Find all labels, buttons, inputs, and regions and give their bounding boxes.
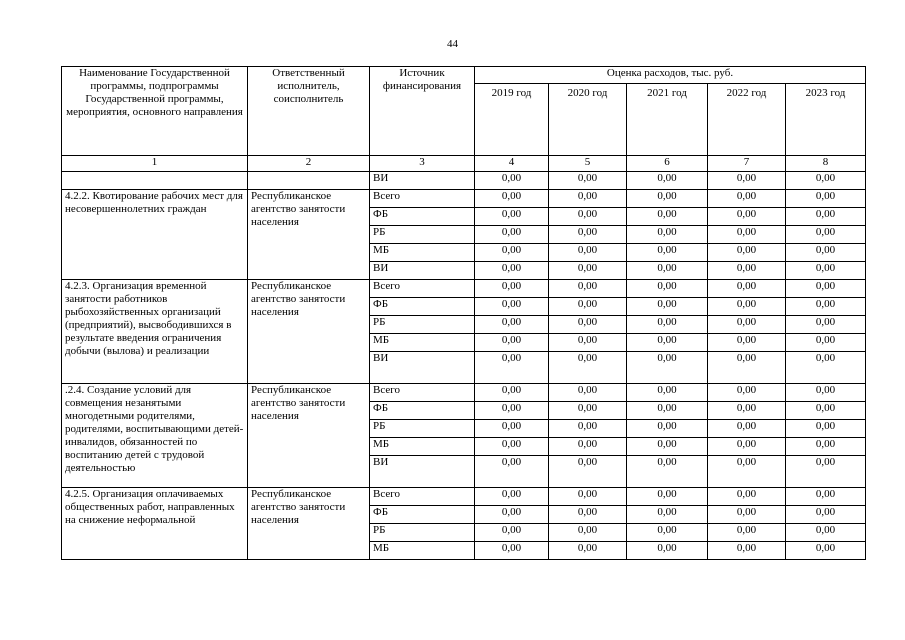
value-cell: 0,00 xyxy=(627,262,708,280)
column-number: 3 xyxy=(370,156,475,172)
value-cell: 0,00 xyxy=(786,402,866,420)
value-cell: 0,00 xyxy=(786,384,866,402)
value-cell: 0,00 xyxy=(708,438,786,456)
value-cell: 0,00 xyxy=(549,244,627,262)
value-cell: 0,00 xyxy=(475,352,549,384)
source-cell: Всего xyxy=(370,190,475,208)
value-cell: 0,00 xyxy=(708,456,786,488)
value-cell: 0,00 xyxy=(549,384,627,402)
table-row xyxy=(62,280,866,298)
source-cell: РБ xyxy=(370,226,475,244)
header-row xyxy=(62,67,866,84)
source-cell: ФБ xyxy=(370,402,475,420)
value-cell: 0,00 xyxy=(549,334,627,352)
value-cell: 0,00 xyxy=(627,456,708,488)
value-cell: 0,00 xyxy=(627,438,708,456)
page-number: 44 xyxy=(447,38,458,50)
value-cell: 0,00 xyxy=(475,456,549,488)
value-cell: 0,00 xyxy=(549,420,627,438)
value-cell: 0,00 xyxy=(786,524,866,542)
value-cell: 0,00 xyxy=(708,524,786,542)
value-cell: 0,00 xyxy=(708,298,786,316)
value-cell: 0,00 xyxy=(786,456,866,488)
carry-name-cell xyxy=(62,172,248,190)
carry-responsible-cell xyxy=(248,172,370,190)
column-number: 4 xyxy=(475,156,549,172)
source-cell: ВИ xyxy=(370,262,475,280)
value-cell: 0,00 xyxy=(475,280,549,298)
source-cell: МБ xyxy=(370,244,475,262)
value-cell: 0,00 xyxy=(475,488,549,506)
value-cell: 0,00 xyxy=(708,384,786,402)
value-cell: 0,00 xyxy=(627,172,708,190)
value-cell: 0,00 xyxy=(627,334,708,352)
value-cell: 0,00 xyxy=(627,352,708,384)
value-cell: 0,00 xyxy=(549,280,627,298)
value-cell: 0,00 xyxy=(549,506,627,524)
source-cell: ВИ xyxy=(370,352,475,384)
value-cell: 0,00 xyxy=(475,190,549,208)
value-cell: 0,00 xyxy=(786,420,866,438)
value-cell: 0,00 xyxy=(708,262,786,280)
value-cell: 0,00 xyxy=(786,208,866,226)
value-cell: 0,00 xyxy=(708,542,786,560)
source-cell: РБ xyxy=(370,420,475,438)
table-row xyxy=(62,488,866,506)
value-cell: 0,00 xyxy=(708,280,786,298)
value-cell: 0,00 xyxy=(786,352,866,384)
value-cell: 0,00 xyxy=(786,488,866,506)
column-number: 2 xyxy=(248,156,370,172)
value-cell: 0,00 xyxy=(549,456,627,488)
value-cell: 0,00 xyxy=(549,524,627,542)
budget-table xyxy=(61,66,866,560)
header-year-cell: 2022 год xyxy=(708,84,786,156)
value-cell: 0,00 xyxy=(549,190,627,208)
column-number: 6 xyxy=(627,156,708,172)
value-cell: 0,00 xyxy=(475,208,549,226)
value-cell: 0,00 xyxy=(786,172,866,190)
value-cell: 0,00 xyxy=(475,402,549,420)
header-year-cell: 2021 год xyxy=(627,84,708,156)
source-cell: ФБ xyxy=(370,298,475,316)
value-cell: 0,00 xyxy=(708,226,786,244)
value-cell: 0,00 xyxy=(627,280,708,298)
value-cell: 0,00 xyxy=(786,190,866,208)
value-cell: 0,00 xyxy=(549,298,627,316)
header-estimate-cell: Оценка расходов, тыс. руб. xyxy=(475,67,866,84)
value-cell: 0,00 xyxy=(708,488,786,506)
value-cell: 0,00 xyxy=(708,172,786,190)
responsible-cell: Республиканское агентство занятости населения xyxy=(248,190,370,280)
value-cell: 0,00 xyxy=(627,384,708,402)
source-cell: ФБ xyxy=(370,208,475,226)
column-numbers-row xyxy=(62,156,866,172)
value-cell: 0,00 xyxy=(708,506,786,524)
column-number: 1 xyxy=(62,156,248,172)
value-cell: 0,00 xyxy=(786,438,866,456)
value-cell: 0,00 xyxy=(549,208,627,226)
source-cell: РБ xyxy=(370,316,475,334)
value-cell: 0,00 xyxy=(475,244,549,262)
value-cell: 0,00 xyxy=(786,280,866,298)
source-cell: МБ xyxy=(370,438,475,456)
value-cell: 0,00 xyxy=(475,334,549,352)
value-cell: 0,00 xyxy=(475,542,549,560)
table-row xyxy=(62,190,866,208)
header-responsible-cell: Ответственный исполнитель, соисполнитель xyxy=(248,67,370,156)
value-cell: 0,00 xyxy=(549,488,627,506)
value-cell: 0,00 xyxy=(475,384,549,402)
value-cell: 0,00 xyxy=(475,316,549,334)
measure-name-cell: .2.4. Создание условий для совмещения незанятыми многодетными родителями, родителями, воспитывающими детей-инвалидов, обязанностей по воспитанию детей с трудовой деятельностью xyxy=(62,384,248,488)
source-cell: ФБ xyxy=(370,506,475,524)
source-cell: ВИ xyxy=(370,172,475,190)
value-cell: 0,00 xyxy=(786,334,866,352)
value-cell: 0,00 xyxy=(786,506,866,524)
header-year-cell: 2023 год xyxy=(786,84,866,156)
header-source-cell: Источник финансирования xyxy=(370,67,475,156)
responsible-cell: Республиканское агентство занятости населения xyxy=(248,384,370,488)
value-cell: 0,00 xyxy=(475,172,549,190)
column-number: 8 xyxy=(786,156,866,172)
value-cell: 0,00 xyxy=(627,226,708,244)
value-cell: 0,00 xyxy=(549,316,627,334)
source-cell: Всего xyxy=(370,488,475,506)
value-cell: 0,00 xyxy=(627,420,708,438)
value-cell: 0,00 xyxy=(627,316,708,334)
column-number: 5 xyxy=(549,156,627,172)
source-cell: МБ xyxy=(370,334,475,352)
table-row xyxy=(62,384,866,402)
value-cell: 0,00 xyxy=(549,352,627,384)
value-cell: 0,00 xyxy=(708,420,786,438)
source-cell: ВИ xyxy=(370,456,475,488)
value-cell: 0,00 xyxy=(475,438,549,456)
value-cell: 0,00 xyxy=(549,402,627,420)
value-cell: 0,00 xyxy=(708,244,786,262)
value-cell: 0,00 xyxy=(708,316,786,334)
header-name-cell: Наименование Государственной программы, подпрограммы Государственной программы, мероприятия, основного направления xyxy=(62,67,248,156)
value-cell: 0,00 xyxy=(786,316,866,334)
measure-name-cell: 4.2.3. Организация временной занятости работников рыбохозяйственных организаций (предприятий), высвободившихся в результате введения ограничения добычи (вылова) и реализации xyxy=(62,280,248,384)
measure-name-cell: 4.2.2. Квотирование рабочих мест для несовершеннолетних граждан xyxy=(62,190,248,280)
value-cell: 0,00 xyxy=(708,334,786,352)
value-cell: 0,00 xyxy=(786,244,866,262)
value-cell: 0,00 xyxy=(627,190,708,208)
value-cell: 0,00 xyxy=(549,438,627,456)
header-year-cell: 2019 год xyxy=(475,84,549,156)
value-cell: 0,00 xyxy=(627,488,708,506)
value-cell: 0,00 xyxy=(627,506,708,524)
value-cell: 0,00 xyxy=(627,524,708,542)
value-cell: 0,00 xyxy=(708,402,786,420)
header-year-cell: 2020 год xyxy=(549,84,627,156)
value-cell: 0,00 xyxy=(475,262,549,280)
value-cell: 0,00 xyxy=(786,262,866,280)
value-cell: 0,00 xyxy=(475,298,549,316)
value-cell: 0,00 xyxy=(627,402,708,420)
value-cell: 0,00 xyxy=(627,244,708,262)
source-cell: РБ xyxy=(370,524,475,542)
value-cell: 0,00 xyxy=(475,524,549,542)
responsible-cell: Республиканское агентство занятости населения xyxy=(248,488,370,560)
value-cell: 0,00 xyxy=(708,208,786,226)
value-cell: 0,00 xyxy=(475,226,549,244)
value-cell: 0,00 xyxy=(708,190,786,208)
value-cell: 0,00 xyxy=(549,172,627,190)
value-cell: 0,00 xyxy=(549,262,627,280)
value-cell: 0,00 xyxy=(786,542,866,560)
value-cell: 0,00 xyxy=(708,352,786,384)
source-cell: МБ xyxy=(370,542,475,560)
source-cell: Всего xyxy=(370,384,475,402)
value-cell: 0,00 xyxy=(549,542,627,560)
source-cell: Всего xyxy=(370,280,475,298)
value-cell: 0,00 xyxy=(627,542,708,560)
value-cell: 0,00 xyxy=(786,226,866,244)
value-cell: 0,00 xyxy=(475,420,549,438)
value-cell: 0,00 xyxy=(475,506,549,524)
value-cell: 0,00 xyxy=(627,298,708,316)
value-cell: 0,00 xyxy=(549,226,627,244)
value-cell: 0,00 xyxy=(786,298,866,316)
measure-name-cell: 4.2.5. Организация оплачиваемых общественных работ, направленных на снижение неформальной xyxy=(62,488,248,560)
column-number: 7 xyxy=(708,156,786,172)
value-cell: 0,00 xyxy=(627,208,708,226)
responsible-cell: Республиканское агентство занятости населения xyxy=(248,280,370,384)
carry-row xyxy=(62,172,866,190)
